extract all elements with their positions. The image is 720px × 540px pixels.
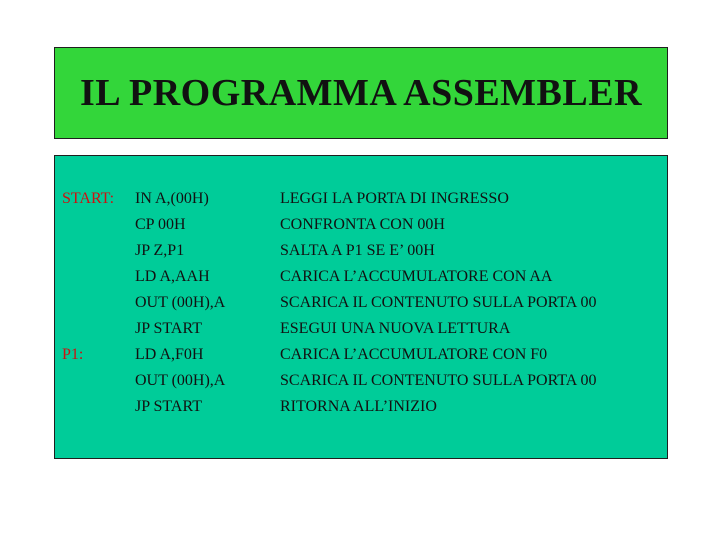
code-line xyxy=(55,290,667,316)
code-instruction: OUT (00H),A xyxy=(135,372,226,389)
assembly-listing xyxy=(54,155,668,459)
code-instruction: CP 00H xyxy=(135,216,186,233)
code-line xyxy=(55,186,667,212)
code-line xyxy=(55,342,667,368)
code-instruction: LD A,F0H xyxy=(135,346,204,363)
code-instruction: LD A,AAH xyxy=(135,268,210,285)
code-comment: CARICA L’ACCUMULATORE CON F0 xyxy=(280,346,548,363)
code-comment: ESEGUI UNA NUOVA LETTURA xyxy=(280,320,511,337)
code-line xyxy=(55,368,667,394)
page-title: IL PROGRAMMA ASSEMBLER xyxy=(79,72,643,114)
code-comment: CARICA L’ACCUMULATORE CON AA xyxy=(280,268,553,285)
code-instruction: OUT (00H),A xyxy=(135,294,226,311)
code-instruction: IN A,(00H) xyxy=(135,190,209,207)
code-line xyxy=(55,238,667,264)
code-comment: SALTA A P1 SE E’ 00H xyxy=(280,242,435,259)
code-comment: LEGGI LA PORTA DI INGRESSO xyxy=(280,190,509,207)
code-instruction: JP START xyxy=(135,398,202,415)
code-instruction: JP Z,P1 xyxy=(135,242,185,259)
code-comment: SCARICA IL CONTENUTO SULLA PORTA 00 xyxy=(280,294,597,311)
code-label: P1: xyxy=(62,346,84,363)
code-label: START: xyxy=(62,190,115,207)
code-comment: RITORNA ALL’INIZIO xyxy=(280,398,437,415)
code-comment: SCARICA IL CONTENUTO SULLA PORTA 00 xyxy=(280,372,597,389)
code-line xyxy=(55,212,667,238)
code-line xyxy=(55,264,667,290)
title-banner xyxy=(54,47,668,139)
code-line xyxy=(55,394,667,420)
code-instruction: JP START xyxy=(135,320,202,337)
code-comment: CONFRONTA CON 00H xyxy=(280,216,445,233)
code-line xyxy=(55,316,667,342)
